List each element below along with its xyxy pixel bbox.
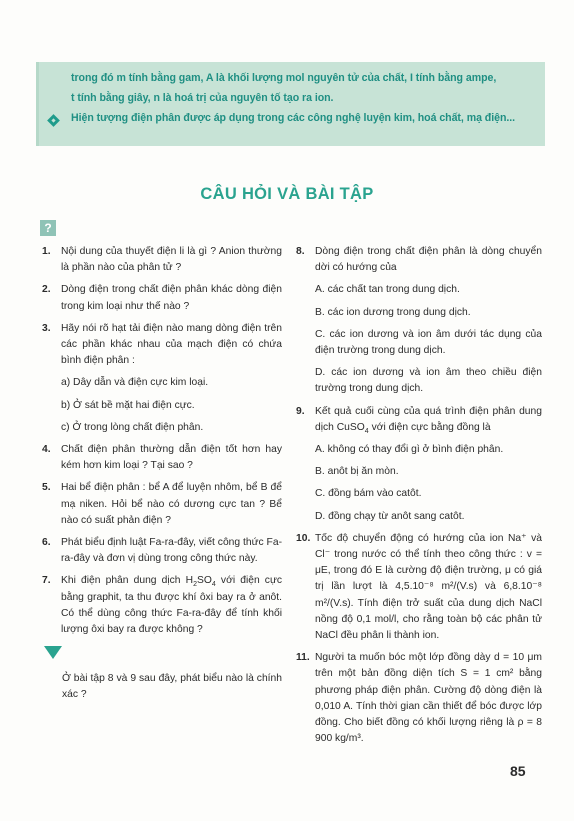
question-9-b: B. anôt bị ăn mòn. bbox=[315, 466, 399, 478]
section-heading: CÂU HỎI VÀ BÀI TẬP bbox=[200, 185, 374, 203]
question-3-c: c) Ở trong lòng chất điện phân. bbox=[61, 421, 204, 433]
exercise-instruction: Ở bài tập 8 và 9 sau đây, phát biểu nào là chính xác ? bbox=[62, 673, 282, 701]
note-line-1: trong đó m tính bằng gam, A là khối lượng mol nguyên tử của chất, I tính bằng ampe, bbox=[71, 72, 497, 84]
left-column bbox=[42, 244, 282, 644]
question-7: 7. Khi điện phân dung dịch $H_2SO_4$ với điện cực bằng graphit, ta thu được khí ôxi bay ra ở anôt. Có thể dùng công thức Fa-ra-đây để tính khối lượng ôxi bay ra được không ? bbox=[42, 575, 282, 636]
question-8-d: D. các ion dương và ion âm theo chiều điện trường trong dung dịch. bbox=[315, 367, 542, 395]
question-9: 9. Kết quả cuối cùng của quá trình điện phân dung dịch CuSO$_4$ với điện cực bằng đồng là bbox=[296, 405, 542, 435]
question-9-c: C. đồng bám vào catôt. bbox=[315, 488, 422, 500]
right-column bbox=[296, 244, 542, 753]
question-11: 11. Người ta muốn bóc một lớp đồng dày d = 10 μm trên một bản đồng diện tích S = 1 cm² bằng phương pháp điện phân. Cường độ dòng điện là 0,010 A. Tính thời gian cần thiết để bóc được lớp đồng. Cho biết đồng có khối lượng riêng là ρ = 8 900 kg/m³. bbox=[296, 652, 542, 745]
note-line-2: t tính bằng giây, n là hoá trị của nguyên tố tạo ra ion. bbox=[71, 92, 334, 104]
question-8: 8. Dòng điện trong chất điện phân là dòng chuyển dời có hướng của bbox=[296, 246, 542, 274]
question-mark-icon: ? bbox=[40, 220, 56, 236]
question-8-b: B. các ion dương trong dung dịch. bbox=[315, 306, 471, 318]
question-3-a: a) Dây dẫn và điện cực kim loại. bbox=[61, 377, 209, 389]
diamond-bullet-icon bbox=[47, 114, 60, 127]
note-line-3: Hiện tượng điện phân được áp dụng trong các công nghệ luyện kim, hoá chất, mạ điện... bbox=[71, 112, 516, 124]
question-3-b: b) Ở sát bề mặt hai điện cực. bbox=[61, 399, 195, 411]
question-6: 6. Phát biểu định luật Fa-ra-đây, viết công thức Fa-ra-đây và đơn vị dùng trong công thức này. bbox=[42, 537, 282, 565]
question-1: 1. Nội dung của thuyết điện li là gì ? Anion thường là phần nào của phân tử ? bbox=[42, 246, 282, 274]
question-8-c: C. các ion dương và ion âm dưới tác dụng của điện trường trong dung dịch. bbox=[315, 328, 542, 357]
question-2: 2. Dòng điện trong chất điện phân khác dòng điện trong kim loại như thế nào ? bbox=[42, 284, 282, 312]
question-9-d: D. đồng chạy từ anôt sang catôt. bbox=[315, 510, 465, 522]
question-3: 3. Hãy nói rõ hạt tải điện nào mang dòng điện trên các phần khác nhau của mạch điện có chứa bình điện phân : bbox=[42, 322, 282, 367]
question-5: 5. Hai bể điện phân : bể A để luyện nhôm, bể B để mạ niken. Hỏi bể nào có dương cực tan ? Bể nào có suất phản điện ? bbox=[42, 482, 282, 526]
page-number: 85 bbox=[510, 763, 526, 779]
summary-note-box bbox=[36, 62, 545, 146]
question-10: 10. Tốc độ chuyển động có hướng của ion Na⁺ và Cl⁻ trong nước có thể tính theo công thức : v = μE, trong đó E là cường độ điện trường, μ có giá trị lần lượt là 4,5.10⁻⁸ m²/(V.s) và 6,8.10⁻⁸ m²/(V.s). Tính điện trở suất của dung dịch NaCl nồng độ 0,1 mol/l, cho rằng toàn bộ các phân tử NaCl đều phân li thành ion. bbox=[296, 532, 542, 642]
question-4: 4. Chất điện phân thường dẫn điện tốt hơn hay kém hơn kim loại ? Tại sao ? bbox=[42, 444, 282, 472]
question-9-a: A. không có thay đổi gì ở bình điện phân. bbox=[315, 444, 504, 456]
triangle-marker-icon bbox=[44, 646, 62, 659]
question-8-a: A. các chất tan trong dung dịch. bbox=[315, 284, 460, 296]
